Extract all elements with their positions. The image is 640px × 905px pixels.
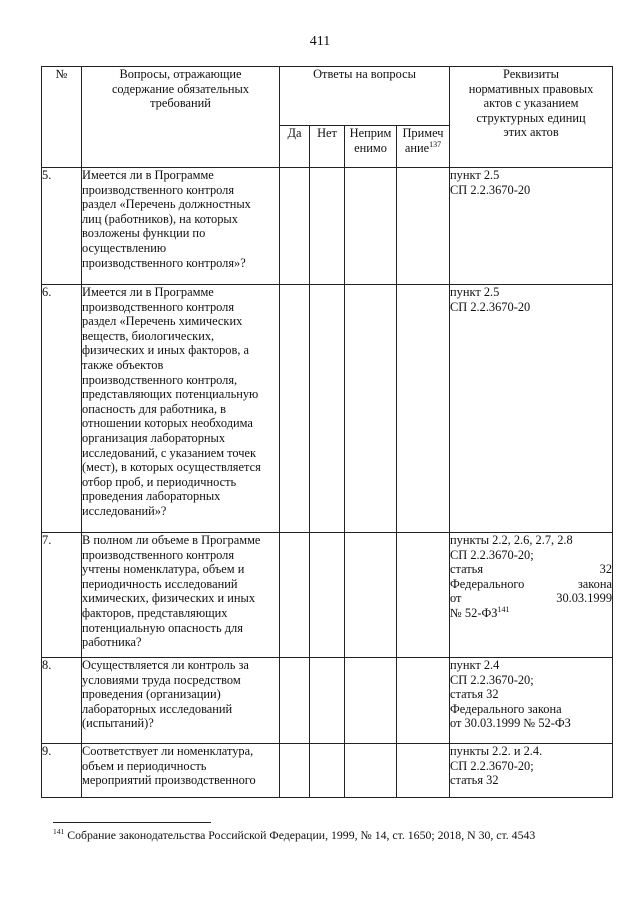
row-requisites (450, 744, 613, 798)
row-question (82, 744, 280, 798)
question-line: В полном ли объеме в Программе (82, 533, 261, 547)
answer-note-cell[interactable] (397, 658, 450, 744)
requisites-line: СП 2.2.3670-20; (450, 547, 534, 562)
requirements-checklist-table (41, 66, 613, 798)
answer-yes-cell[interactable] (280, 168, 310, 285)
requisites-line: пункты 2.2, 2.6, 2.7, 2.8 (450, 533, 573, 547)
header-questions-line: Вопросы, отражающие (119, 67, 242, 81)
header-requisites-line: Реквизиты (503, 67, 560, 81)
requisites-word: 32 (599, 562, 613, 577)
header-not-applicable-line: енимо (354, 140, 387, 155)
answer-note-cell[interactable] (397, 533, 450, 658)
requisites-line: пункты 2.2. и 2.4. (450, 744, 543, 758)
header-questions-line: содержание обязательных (111, 81, 250, 96)
requisites-line: пункт 2.5 (450, 168, 500, 182)
requisites-line: СП 2.2.3670-20 (450, 182, 531, 197)
question-line: физических и иных факторов, а (82, 343, 250, 358)
header-questions-line: требований (150, 96, 211, 111)
header-requisites-line: нормативных правовых (468, 81, 594, 96)
answer-not-applicable-cell[interactable] (345, 168, 397, 285)
question-line: Имеется ли в Программе (82, 285, 214, 299)
row-question (82, 658, 280, 744)
header-requisites-line: структурных единиц (476, 110, 586, 125)
row-number: 9. (42, 744, 82, 798)
row-requisites (450, 168, 613, 285)
row-requisites (450, 533, 613, 658)
answer-not-applicable-cell[interactable] (345, 658, 397, 744)
question-line: химических, физических и иных (82, 591, 256, 606)
header-not-applicable-line: Неприм (349, 126, 392, 140)
requisites-line: пункт 2.5 (450, 285, 500, 299)
requisites-word: 30.03.1999 (556, 591, 613, 606)
requisites-line: от 30.03.1999 № 52-ФЗ (450, 716, 571, 731)
answer-not-applicable-cell[interactable] (345, 285, 397, 533)
page-number: 411 (309, 34, 331, 49)
question-line: производственного контроля (82, 299, 235, 314)
question-line: работника? (82, 635, 142, 650)
row-question (82, 533, 280, 658)
header-number: № (42, 67, 82, 168)
question-line: производственного контроля (82, 182, 235, 197)
requisites-line: пункт 2.4 (450, 658, 500, 672)
row-number: 5. (42, 168, 82, 285)
footnote-ref: 137 (429, 139, 442, 149)
question-line: отношении которых необходима (82, 416, 253, 431)
header-note-line (397, 141, 449, 156)
row-requisites (450, 285, 613, 533)
question-line: Соответствует ли номенклатура, (82, 744, 254, 758)
question-line: Имеется ли в Программе (82, 168, 214, 182)
answer-yes-cell[interactable] (280, 285, 310, 533)
requisites-word: от (450, 591, 462, 606)
requisites-word: закона (577, 576, 613, 591)
question-line: проведения (организации) (82, 687, 221, 702)
question-line: лабораторных исследований (82, 701, 233, 716)
answer-yes-cell[interactable] (280, 658, 310, 744)
answer-yes-cell[interactable] (280, 533, 310, 658)
question-line: условиями труда посредством (82, 672, 241, 687)
requisites-word: Федерального (450, 576, 525, 591)
question-line: производственного контроля»? (82, 255, 246, 270)
header-no: Нет (310, 126, 345, 168)
answer-yes-cell[interactable] (280, 744, 310, 798)
answer-no-cell[interactable] (310, 168, 345, 285)
header-requisites-line: актов с указанием (483, 96, 579, 111)
question-line: производственного контроля (82, 547, 235, 562)
requisites-line: статья 32 (450, 687, 499, 702)
table-row (42, 168, 613, 285)
question-line: раздел «Перечень химических (82, 314, 243, 329)
question-line: Осуществляется ли контроль за (82, 658, 249, 672)
answer-no-cell[interactable] (310, 744, 345, 798)
answer-no-cell[interactable] (310, 285, 345, 533)
header-note (397, 126, 450, 168)
requisites-line: СП 2.2.3670-20; (450, 758, 534, 773)
question-line: лиц (работников), на которых (82, 211, 238, 226)
answer-not-applicable-cell[interactable] (345, 744, 397, 798)
question-line: исследований»? (82, 503, 167, 518)
question-line: осуществлению (82, 240, 167, 255)
header-requisites-line: этих актов (503, 125, 559, 140)
footnote-text: Собрание законодательства Российской Федерации, 1999, № 14, ст. 1650; 2018, N 30, ст. 4543 (64, 828, 536, 842)
question-line: исследований, с указанием точек (82, 445, 257, 460)
header-yes: Да (280, 126, 310, 168)
footnote-ref: 141 (497, 604, 510, 614)
table-row (42, 658, 613, 744)
requisites-line: СП 2.2.3670-20; (450, 672, 534, 687)
question-line: (мест), в которых осуществляется (82, 460, 261, 475)
answer-no-cell[interactable] (310, 533, 345, 658)
table-row (42, 533, 613, 658)
question-line: организация лабораторных (82, 430, 226, 445)
requisites-word: статья (450, 562, 484, 577)
header-answers: Ответы на вопросы (280, 67, 450, 126)
answer-note-cell[interactable] (397, 168, 450, 285)
question-line: производственного контроля, (82, 372, 238, 387)
row-requisites (450, 658, 613, 744)
row-question (82, 168, 280, 285)
header-note-line: Примеч (402, 126, 444, 140)
requisites-line: Федерального закона (450, 701, 562, 716)
requisites-line-justified (450, 562, 612, 577)
footnote-separator (53, 822, 211, 823)
table-row (42, 285, 613, 533)
requisites-line: статья 32 (450, 773, 499, 788)
header-questions (82, 67, 280, 168)
row-number: 7. (42, 533, 82, 658)
header-note-text: ание (404, 140, 430, 155)
question-line: периодичность исследований (82, 576, 238, 591)
requisites-line: СП 2.2.3670-20 (450, 299, 531, 314)
question-line: мероприятий производственного (82, 773, 256, 788)
requisites-line-justified (450, 591, 612, 606)
question-line: (испытаний)? (82, 716, 154, 731)
row-number: 6. (42, 285, 82, 533)
answer-not-applicable-cell[interactable] (345, 533, 397, 658)
question-line: опасность для работника, в (82, 401, 226, 416)
header-requisites (450, 67, 613, 168)
header-not-applicable (345, 126, 397, 168)
question-line: факторов, представляющих (82, 605, 228, 620)
row-number: 8. (42, 658, 82, 744)
question-line: возложены функции по (82, 226, 206, 241)
row-question (82, 285, 280, 533)
question-line: представляющих потенциальную (82, 387, 259, 402)
footnote (53, 828, 535, 843)
question-line: раздел «Перечень должностных (82, 197, 251, 212)
header-row-top (42, 67, 613, 126)
answer-note-cell[interactable] (397, 285, 450, 533)
question-line: отбор проб, и периодичность (82, 474, 237, 489)
question-line: учтены номенклатура, объем и (82, 562, 245, 577)
question-line: потенциальную опасность для (82, 620, 243, 635)
requisites-line-justified (450, 577, 612, 592)
question-line: объем и периодичность (82, 758, 207, 773)
footnote-ref: 141 (53, 827, 65, 837)
question-line: также объектов (82, 357, 164, 372)
question-line: веществ, биологических, (82, 328, 215, 343)
answer-note-cell[interactable] (397, 744, 450, 798)
requisites-line (450, 606, 612, 621)
answer-no-cell[interactable] (310, 658, 345, 744)
question-line: проведения лабораторных (82, 489, 221, 504)
requisites-word: № 52-ФЗ (450, 605, 498, 620)
table-row (42, 744, 613, 798)
